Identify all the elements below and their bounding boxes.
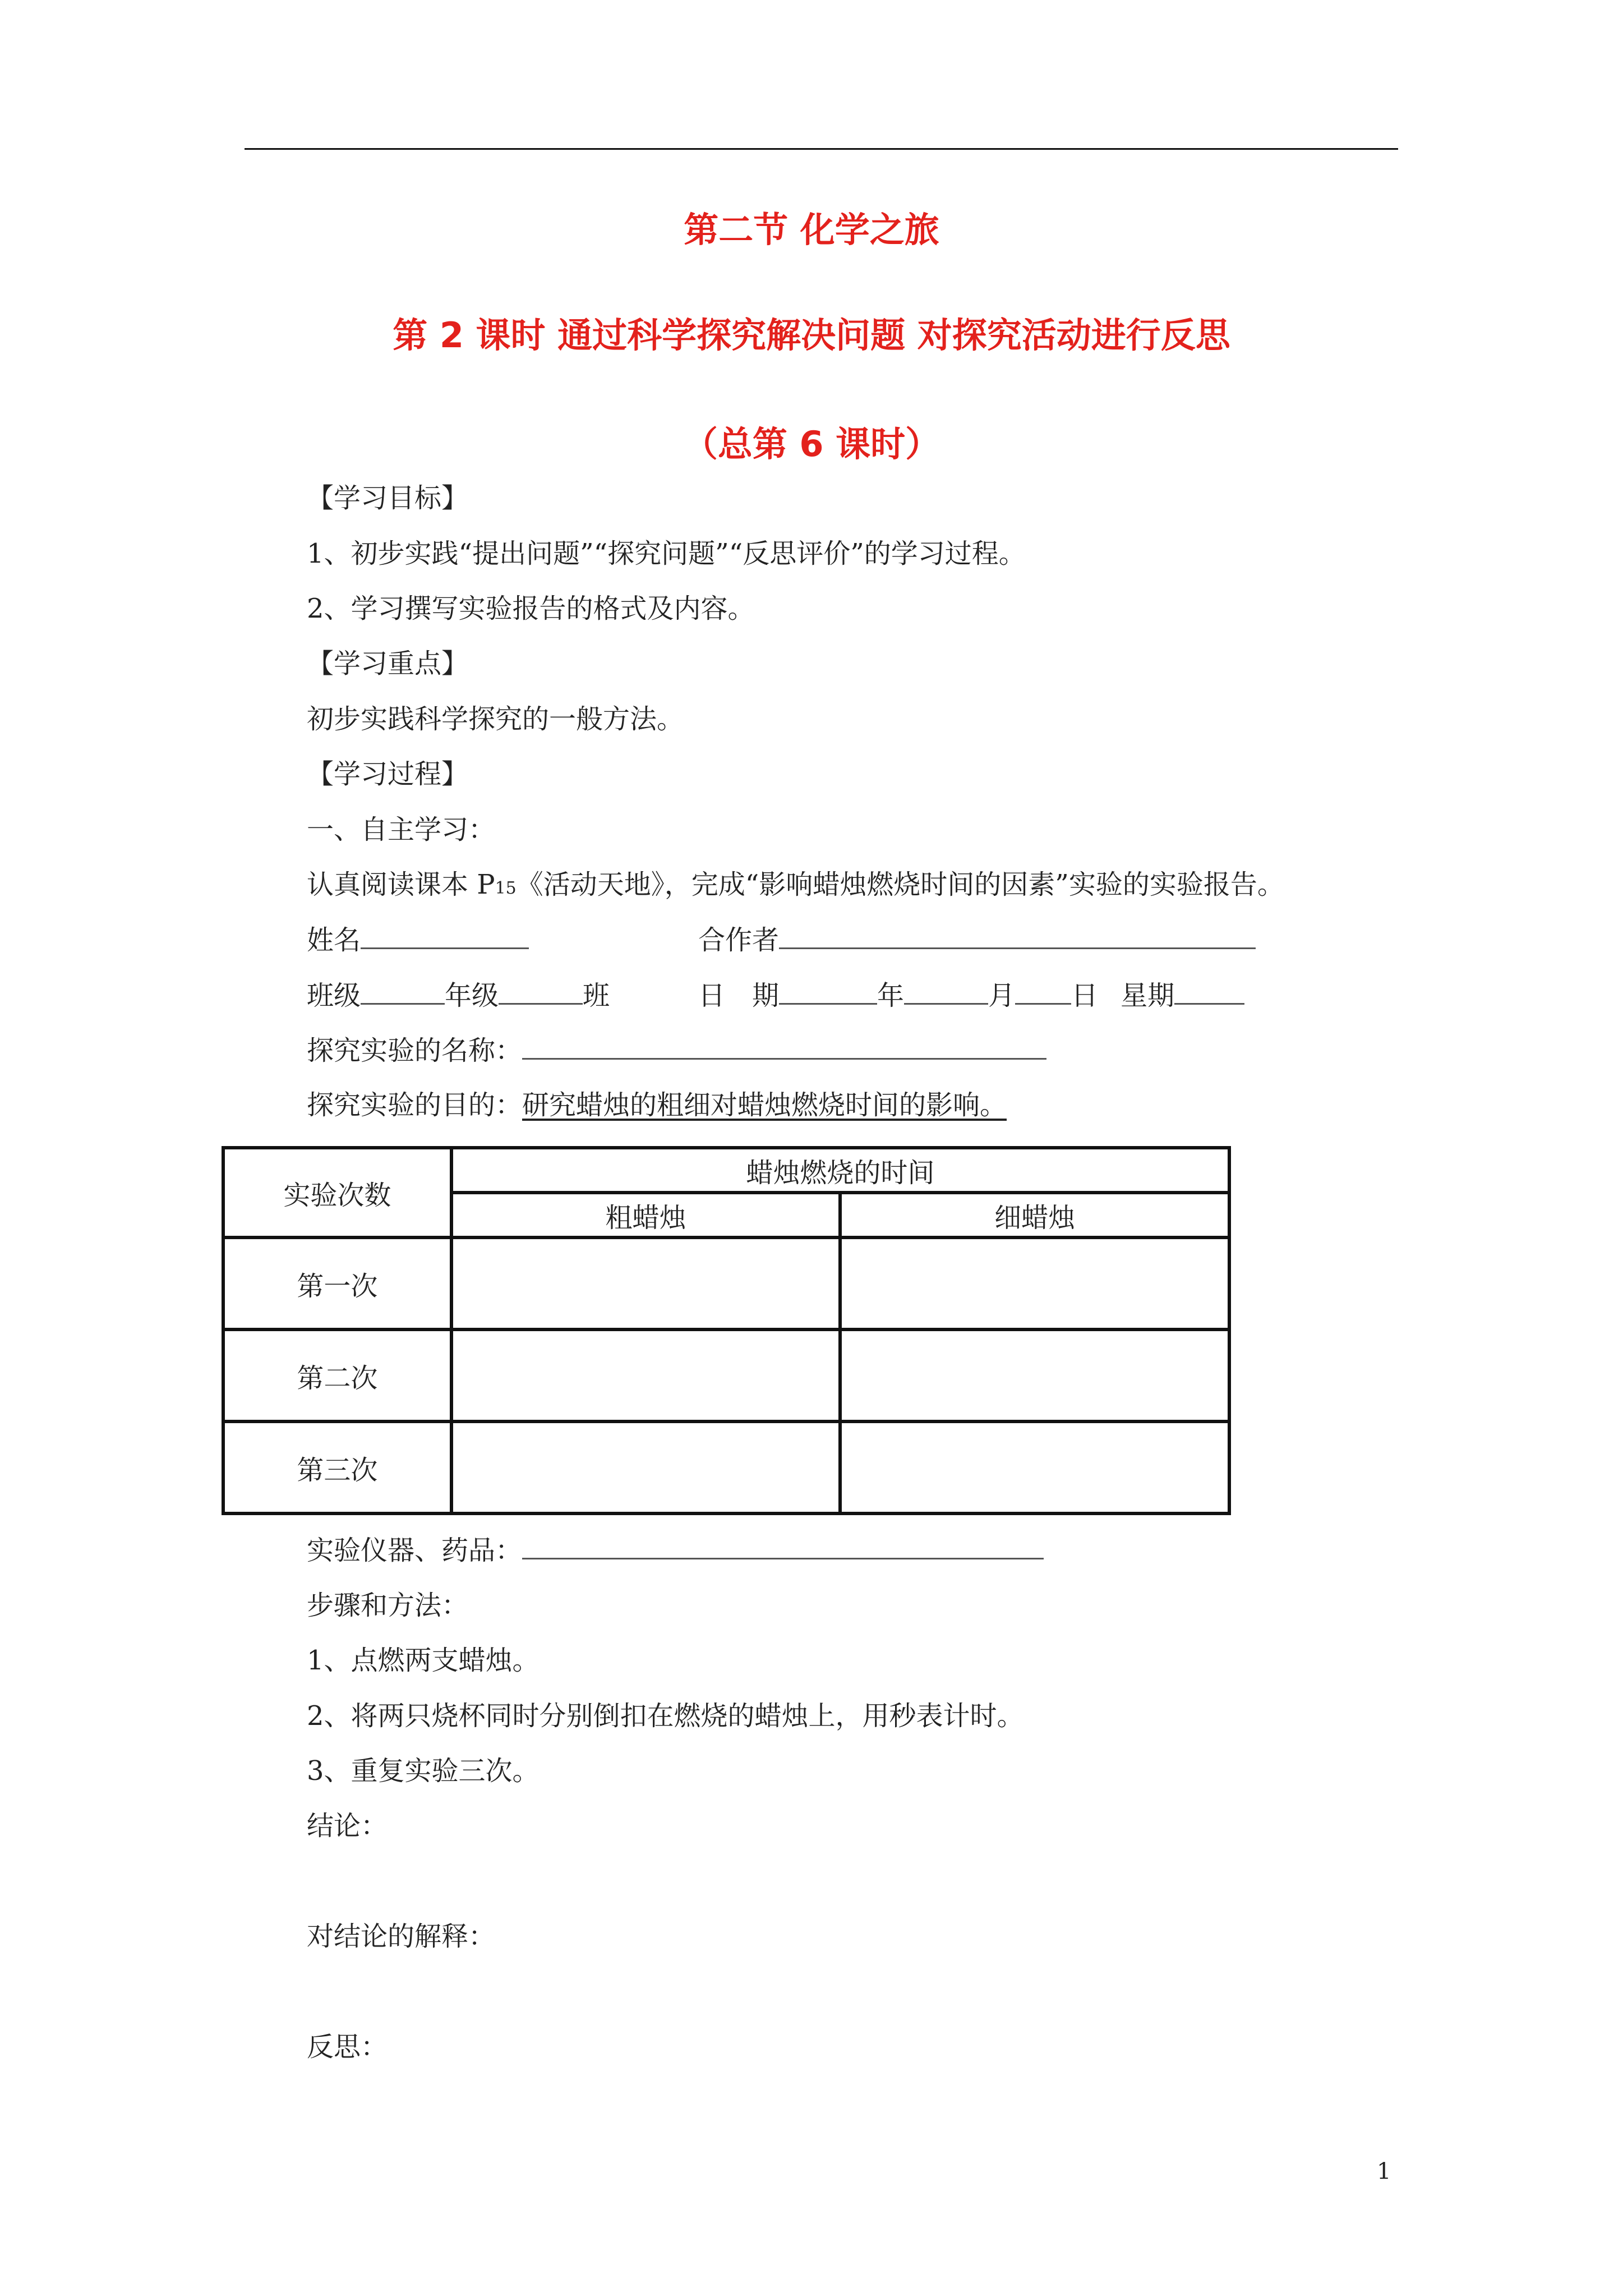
year-field[interactable] — [779, 978, 877, 1005]
row-label: 第三次 — [223, 1421, 451, 1513]
header-rule — [245, 148, 1398, 150]
ban-label: 班 — [583, 980, 610, 1011]
focus-heading: 【学习重点】 — [307, 648, 469, 679]
table-row — [223, 1421, 1229, 1513]
class-field[interactable] — [361, 978, 445, 1005]
col-thin-candle: 细蜡烛 — [840, 1193, 1229, 1237]
step-item-2: 2、将两只烧杯同时分别倒扣在燃烧的蜡烛上，用秒表计时。 — [307, 1700, 1024, 1732]
objective-item-1: 1、初步实践“提出问题”“探究问题”“反思评价”的学习过程。 — [307, 538, 1026, 569]
grade-label: 年级 — [445, 980, 499, 1011]
equipment-label: 实验仪器、药品： — [307, 1535, 523, 1566]
section-title: 第二节 化学之旅 — [684, 209, 939, 250]
day-field[interactable] — [1015, 978, 1071, 1005]
objective-item-2: 2、学习撰写实验报告的格式及内容。 — [307, 593, 755, 624]
focus-text: 初步实践科学探究的一般方法。 — [307, 703, 684, 735]
weekday-field[interactable] — [1174, 978, 1244, 1005]
self-study-heading: 一、自主学习： — [307, 814, 496, 845]
month-label: 月 — [988, 980, 1016, 1011]
equipment-row — [307, 1533, 1044, 1567]
experiment-name-row — [307, 1033, 1046, 1068]
table-row — [223, 1329, 1229, 1421]
experiment-table — [222, 1146, 1231, 1515]
partner-field[interactable] — [779, 923, 1256, 949]
header-trials: 实验次数 — [223, 1148, 451, 1237]
date-row — [698, 978, 1244, 1013]
conclusion-label: 结论： — [307, 1810, 388, 1842]
thin-time-cell[interactable] — [840, 1329, 1229, 1421]
page-number: 1 — [1377, 2159, 1391, 2184]
experiment-name-field[interactable] — [522, 1033, 1046, 1060]
thin-time-cell[interactable] — [840, 1237, 1229, 1329]
equipment-field[interactable] — [522, 1533, 1044, 1559]
steps-label: 步骤和方法： — [307, 1590, 469, 1621]
year-label: 年 — [877, 980, 905, 1011]
row-label: 第二次 — [223, 1329, 451, 1421]
purpose-label: 探究实验的目的： — [307, 1089, 523, 1121]
class-label: 班级 — [307, 980, 361, 1011]
class-row — [307, 978, 610, 1013]
name-row — [307, 923, 529, 957]
reflection-label: 反思： — [307, 2031, 388, 2063]
experiment-name-label: 探究实验的名称： — [307, 1035, 523, 1066]
header-burn-time: 蜡烛燃烧的时间 — [451, 1148, 1229, 1193]
partner-row — [698, 923, 1256, 957]
objectives-heading: 【学习目标】 — [307, 482, 469, 514]
step-item-1: 1、点燃两支蜡烛。 — [307, 1645, 540, 1676]
reading-page: 15 — [495, 878, 517, 898]
total-lesson-label: （总第 6 课时） — [683, 424, 940, 464]
thick-time-cell[interactable] — [451, 1237, 841, 1329]
col-thick-candle: 粗蜡烛 — [451, 1193, 841, 1237]
reading-pre: 认真阅读课本 P — [307, 869, 495, 900]
thick-time-cell[interactable] — [451, 1421, 841, 1513]
name-field[interactable] — [361, 923, 529, 949]
day-label: 日 — [1071, 980, 1099, 1011]
grade-field[interactable] — [499, 978, 583, 1005]
reading-post: 《活动天地》，完成“影响蜡烛燃烧时间的因素”实验的实验报告。 — [516, 869, 1284, 900]
name-label: 姓名 — [307, 924, 361, 956]
process-heading: 【学习过程】 — [307, 758, 469, 790]
purpose-row — [307, 1088, 1007, 1122]
thin-time-cell[interactable] — [840, 1421, 1229, 1513]
weekday-label: 星期 — [1121, 980, 1175, 1011]
explanation-label: 对结论的解释： — [307, 1921, 496, 1952]
reading-instruction — [307, 868, 1284, 905]
partner-label: 合作者 — [698, 924, 780, 956]
month-field[interactable] — [904, 978, 988, 1005]
date-label: 日 期 — [698, 980, 780, 1011]
table-row — [223, 1237, 1229, 1329]
row-label: 第一次 — [223, 1237, 451, 1329]
purpose-text: 研究蜡烛的粗细对蜡烛燃烧时间的影响。 — [522, 1089, 1007, 1121]
lesson-title: 第 2 课时 通过科学探究解决问题 对探究活动进行反思 — [393, 315, 1230, 356]
step-item-3: 3、重复实验三次。 — [307, 1755, 540, 1787]
thick-time-cell[interactable] — [451, 1329, 841, 1421]
